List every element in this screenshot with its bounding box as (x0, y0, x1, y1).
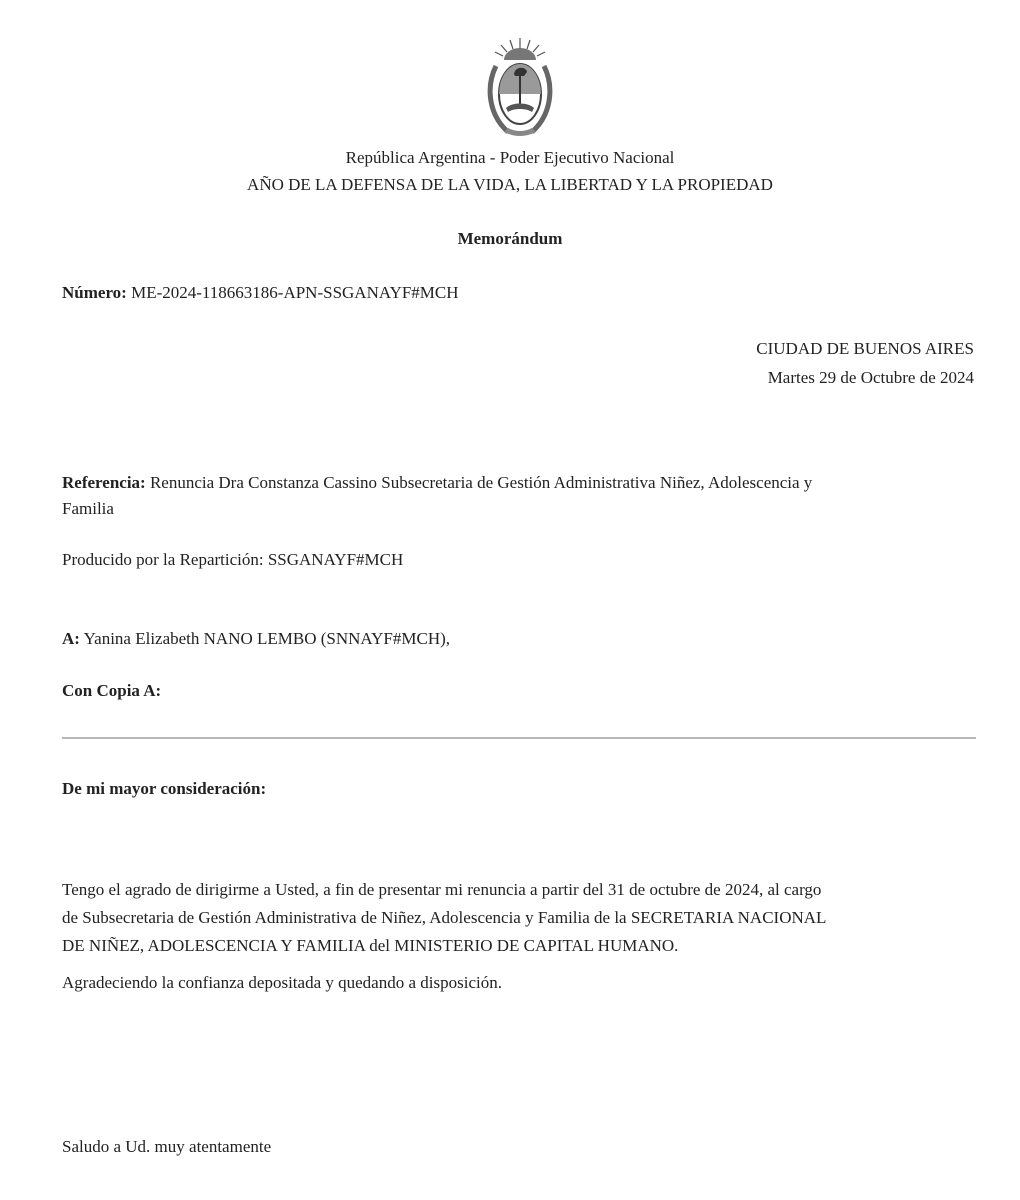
greeting-line: De mi mayor consideración: (62, 779, 267, 798)
year-motto: AÑO DE LA DEFENSA DE LA VIDA, LA LIBERTAD Y LA PROPIEDAD (247, 175, 773, 194)
separator-line (62, 737, 976, 739)
document-type-title: Memorándum (457, 229, 563, 248)
recipient-label: A: (62, 629, 80, 648)
reference-value-line1: Renuncia Dra Constanza Cassino Subsecretaria de Gestión Administrativa Niñez, Adolescencia y (149, 473, 813, 492)
coat-of-arms-icon (482, 36, 558, 142)
number-value: ME-2024-118663186-APN-SSGANAYF#MCH (131, 283, 459, 302)
number-label: Número: (62, 283, 127, 302)
closing-thanks: Agradeciendo la confianza depositada y quedando a disposición. (62, 973, 502, 992)
body-line2: de Subsecretaria de Gestión Administrativa de Niñez, Adolescencia y Familia de la SECRETARIA NACIONAL (62, 908, 827, 927)
reference-block (62, 470, 962, 522)
city-line: CIUDAD DE BUENOS AIRES (756, 339, 974, 358)
cc-label: Con Copia A: (62, 681, 162, 700)
body-line3: DE NIÑEZ, ADOLESCENCIA Y FAMILIA del MINISTERIO DE CAPITAL HUMANO. (62, 936, 679, 955)
date-line: Martes 29 de Octubre de 2024 (767, 368, 974, 387)
memo-number (62, 283, 459, 303)
recipient-line (62, 629, 450, 649)
body-line1: Tengo el agrado de dirigirme a Usted, a fin de presentar mi renuncia a partir del 31 de octubre de 2024, al cargo (62, 880, 822, 899)
recipient-value: Yanina Elizabeth NANO LEMBO (SNNAYF#MCH), (83, 629, 451, 648)
reference-value-line2: Familia (62, 499, 114, 518)
body-paragraph (62, 876, 962, 960)
produced-by-line: Producido por la Repartición: SSGANAYF#MCH (62, 550, 404, 569)
reference-label: Referencia: (62, 473, 146, 492)
country-line: República Argentina - Poder Ejecutivo Nacional (345, 148, 675, 167)
signoff-line: Saludo a Ud. muy atentamente (62, 1137, 272, 1156)
